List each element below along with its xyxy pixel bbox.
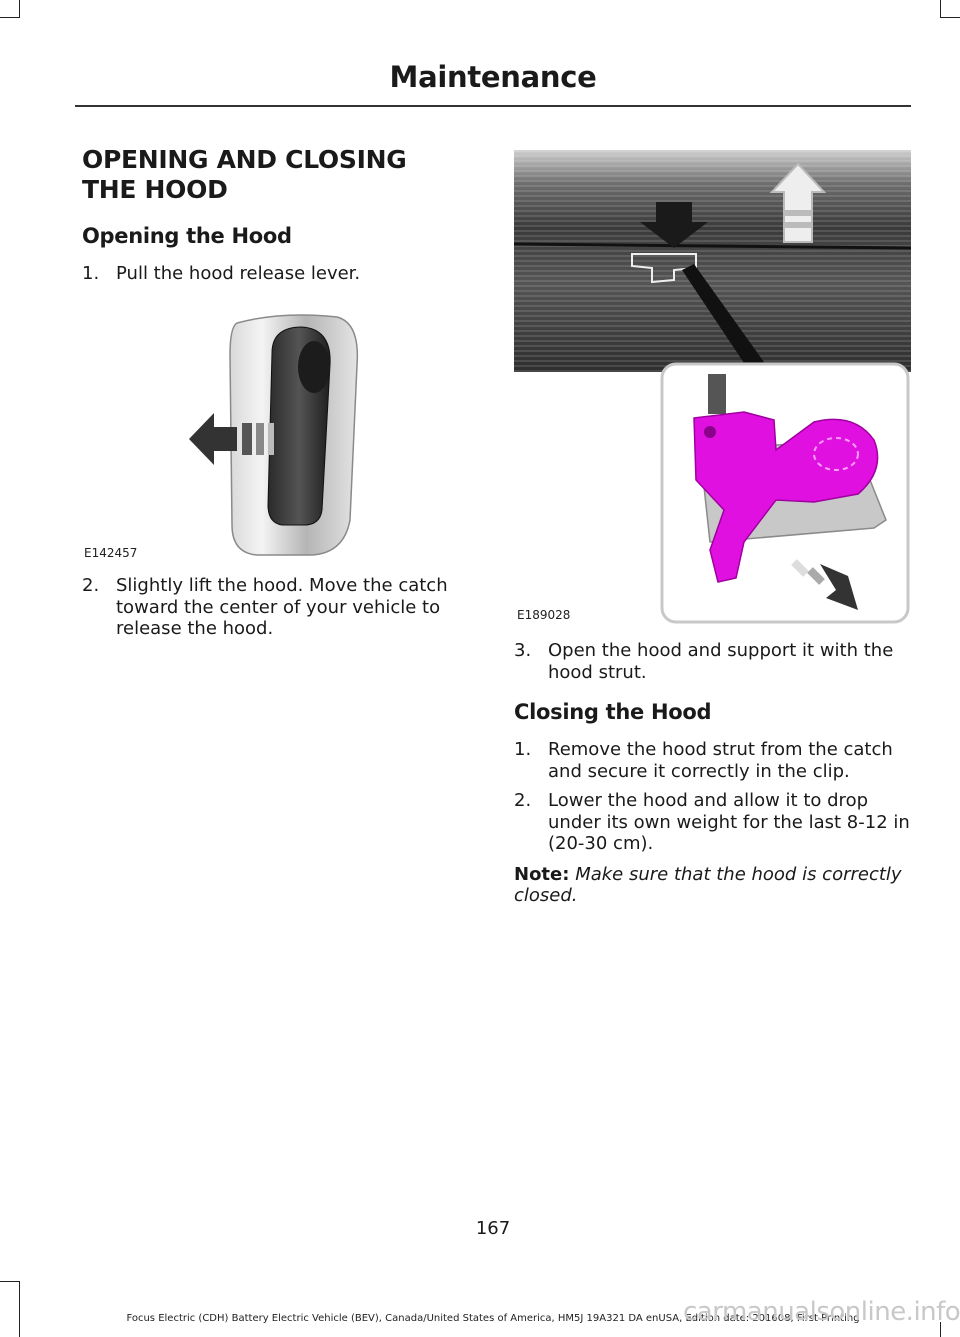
- section-title: OPENING AND CLOSING THE HOOD: [82, 145, 407, 204]
- step-number: 3.: [514, 640, 532, 661]
- note-label: Note:: [514, 863, 570, 885]
- closing-step-2: [514, 790, 910, 855]
- crop-mark: [940, 0, 941, 18]
- crop-mark: [19, 0, 20, 18]
- crop-mark: [0, 1281, 20, 1282]
- step-text: Pull the hood release lever.: [116, 263, 361, 284]
- footer-edition-info: Focus Electric (CDH) Battery Electric Vehicle (BEV), Canada/United States of America, HM5J 19A321 DA enUSA, Edition date: 201608, First Printing: [126, 1313, 860, 1324]
- note: [514, 864, 910, 907]
- closing-subtitle: Closing the Hood: [514, 700, 712, 724]
- left-column: [82, 145, 467, 285]
- crop-mark: [19, 1281, 20, 1337]
- note-text: Make sure that the hood is correctly closed.: [514, 863, 902, 906]
- closing-step-1: [514, 739, 910, 782]
- step-number: 1.: [514, 739, 532, 760]
- step-text: Remove the hood strut from the catch and secure it correctly in the clip.: [548, 739, 893, 782]
- step-number: 2.: [514, 790, 532, 811]
- step-text: Lower the hood and allow it to drop under its own weight for the last 8-12 in (20-30 cm).: [548, 790, 910, 854]
- catch-detail-inset: [662, 364, 908, 622]
- crop-mark: [940, 17, 960, 18]
- right-column-text: [514, 640, 910, 907]
- opening-step-1: [82, 263, 467, 285]
- watermark: carmanualsonline.info: [683, 1297, 960, 1327]
- opening-step-2: [82, 575, 501, 640]
- opening-subtitle: Opening the Hood: [82, 224, 292, 248]
- hood-catch-illustration: [514, 150, 911, 626]
- header-divider: [75, 105, 911, 107]
- figure-code: E189028: [517, 608, 571, 622]
- step-text: Open the hood and support it with the hood strut.: [548, 640, 894, 683]
- page-header-title: Maintenance: [389, 60, 597, 94]
- step-text: Slightly lift the hood. Move the catch toward the center of your vehicle to release the hood.: [116, 575, 448, 639]
- crop-mark: [0, 17, 20, 18]
- hood-release-lever-illustration: [82, 305, 467, 567]
- figure-code: E142457: [84, 546, 138, 560]
- step-number: 1.: [82, 263, 100, 284]
- step-number: 2.: [82, 575, 100, 596]
- opening-step-3: [514, 640, 910, 683]
- front-grille-photo: [514, 150, 911, 372]
- lever-handle: [268, 327, 330, 525]
- page-number: 167: [475, 1218, 511, 1239]
